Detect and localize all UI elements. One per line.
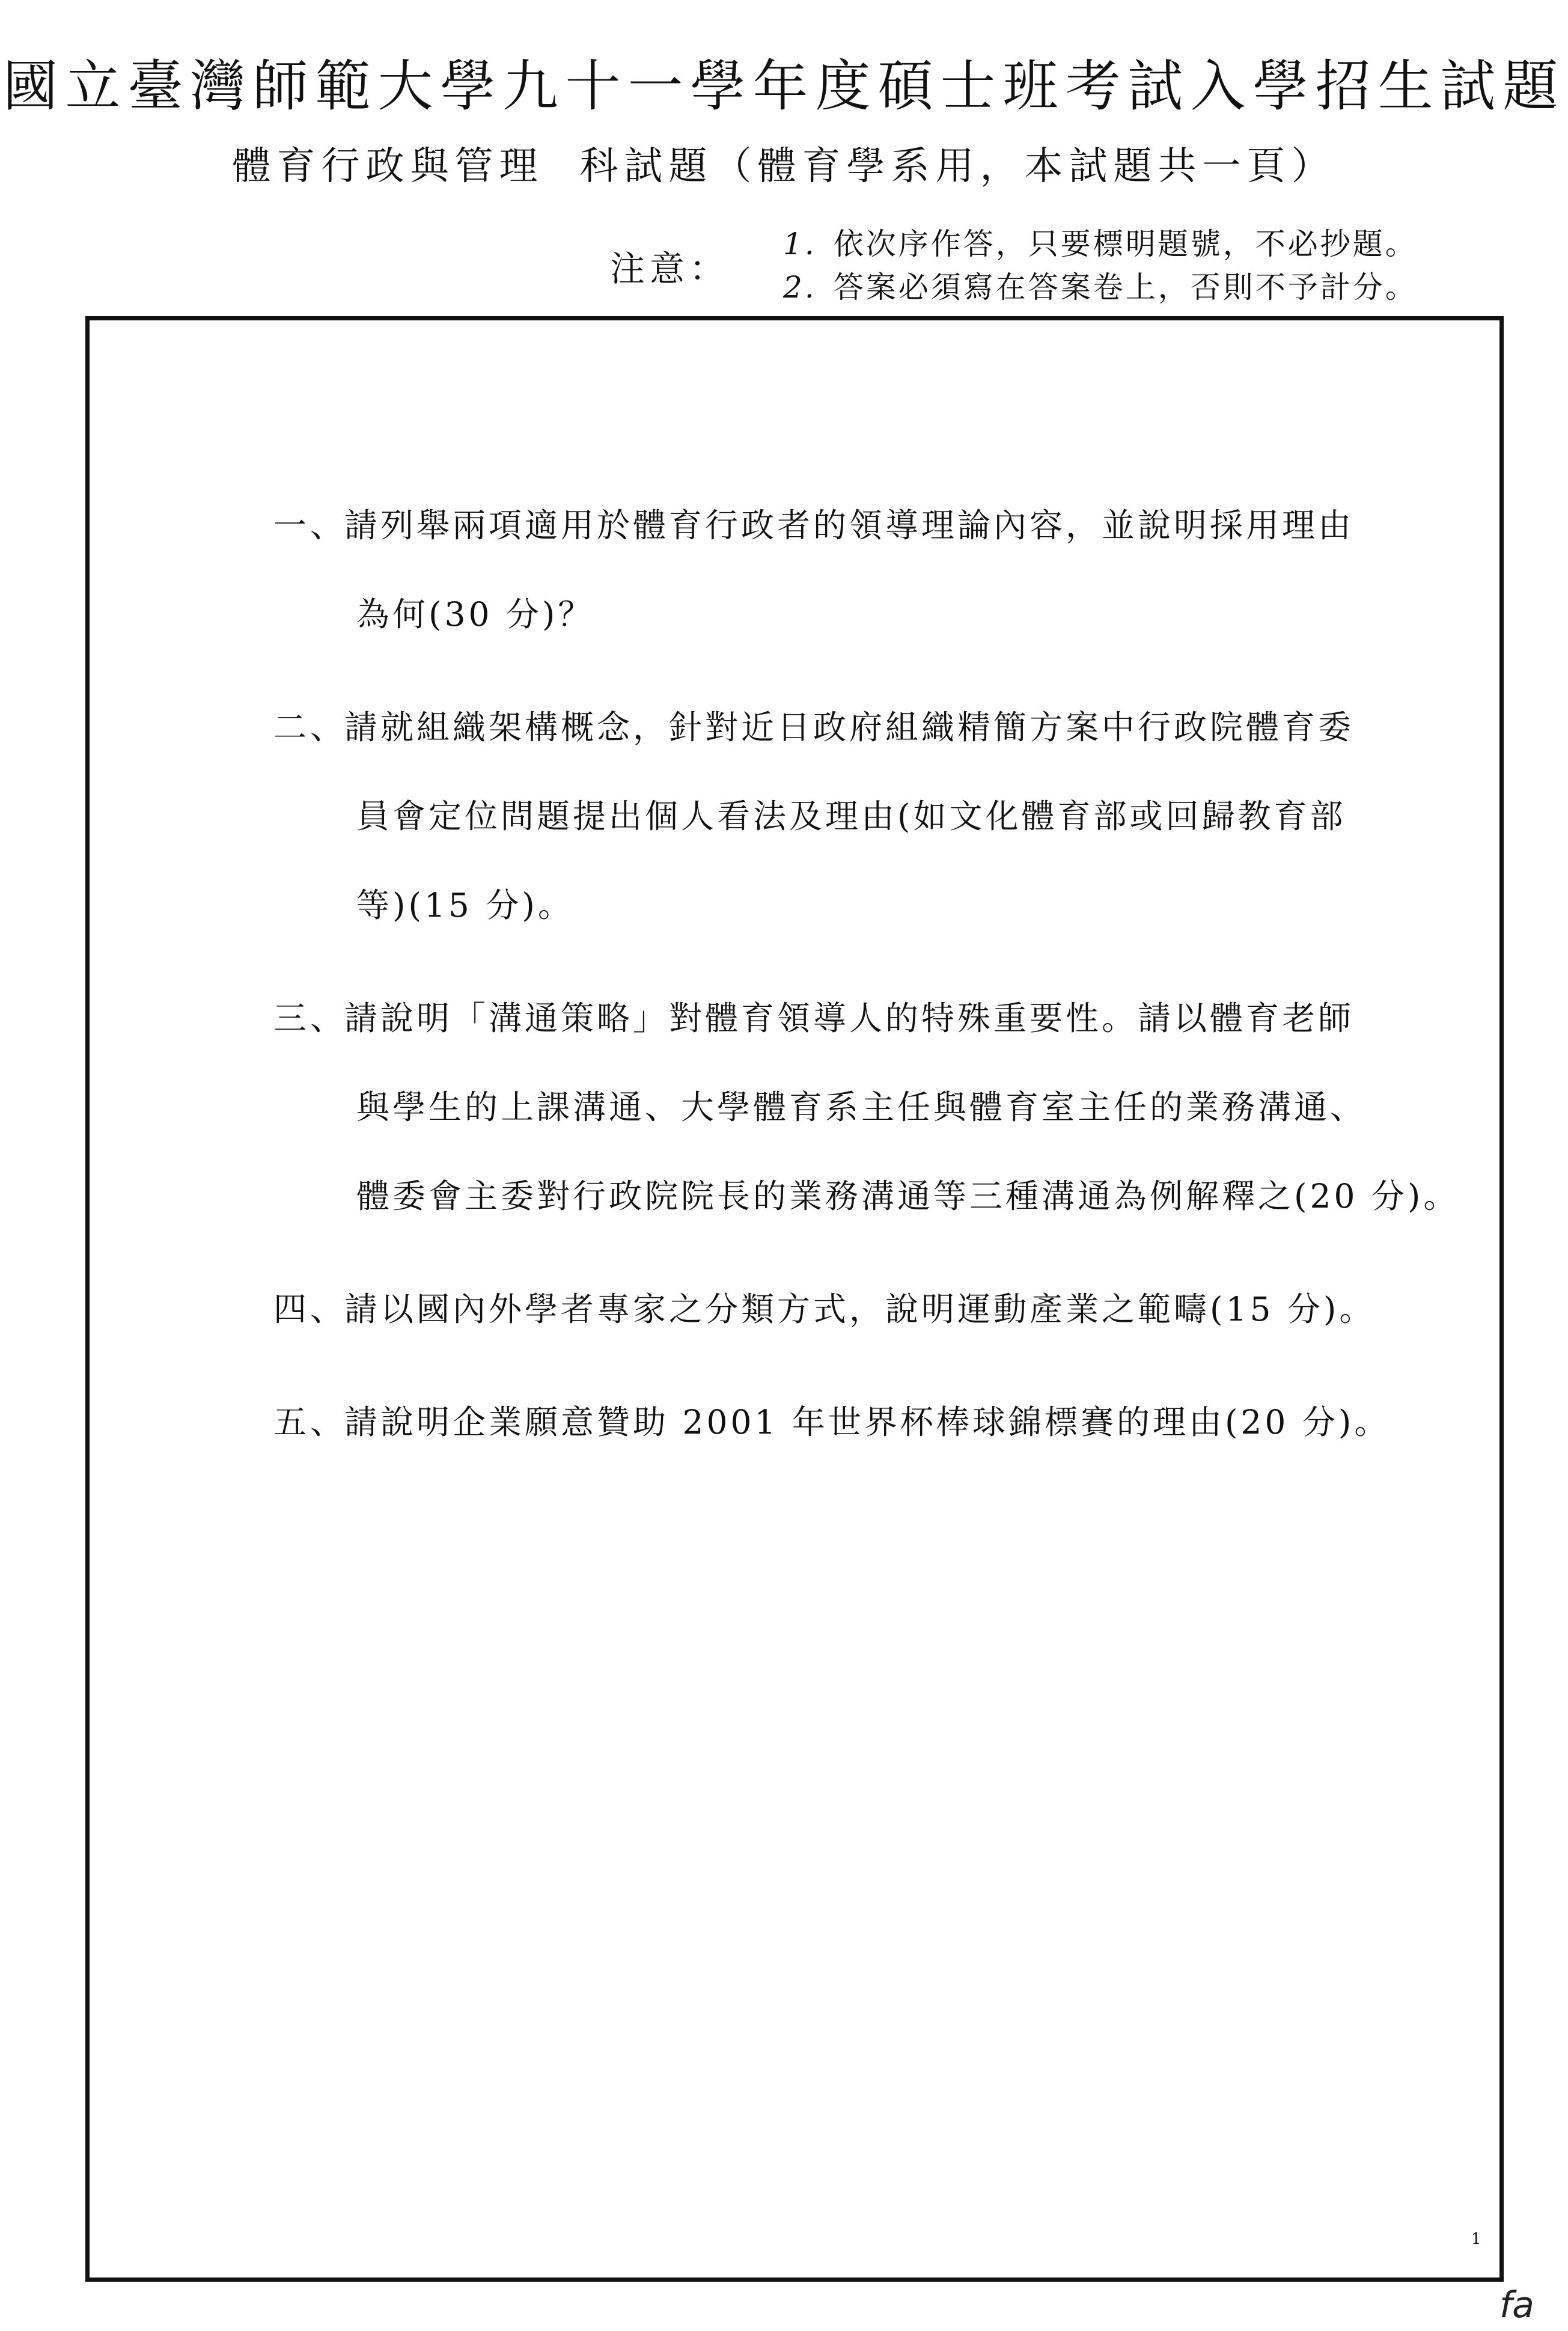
question-line: 請列舉兩項適用於體育行政者的領導理論內容，並說明採用理由: [344, 506, 1355, 545]
question-1: [273, 481, 1463, 659]
exam-title: 國立臺灣師範大學九十一學年度碩士班考試入學招生試題: [2, 54, 1566, 118]
question-line: 等)(15 分)。: [356, 886, 574, 924]
question-line: 請說明企業願意贊助 2001 年世界杯棒球錦標賽的理由(20 分)。: [344, 1403, 1391, 1441]
notice-list: [783, 222, 1418, 309]
notice-item-text: 答案必須寫在答案卷上，否則不予計分。: [833, 270, 1418, 305]
notice-item: [783, 222, 1418, 266]
notice-item-text: 依次序作答，只要標明題號，不必抄題。: [833, 227, 1418, 261]
question-list: [273, 481, 1463, 1491]
question-3: [273, 974, 1463, 1241]
question-line: 請就組織架構概念，針對近日政府組織精簡方案中行政院體育委: [344, 708, 1355, 747]
question-text: [344, 481, 1354, 659]
exam-subtitle: [0, 135, 1568, 191]
notice-label: 注意：: [610, 248, 730, 289]
question-line: 請說明「溝通策略」對體育領導人的特殊重要性。請以體育老師: [344, 999, 1355, 1037]
notice-block: [610, 222, 1418, 309]
subject-name: 體育行政與管理: [232, 144, 544, 189]
notice-item-number: 1.: [783, 227, 817, 261]
page-mark: 1: [1471, 2230, 1481, 2248]
question-number: 三、: [273, 999, 347, 1037]
question-line: 請以國內外學者專家之分類方式，說明運動產業之範疇(15 分)。: [344, 1290, 1376, 1328]
question-number: 一、: [273, 506, 347, 545]
question-5: [273, 1378, 1463, 1467]
notice-item: [783, 266, 1418, 309]
question-line: 員會定位問題提出個人看法及理由(如文化體育部或回歸教育部: [356, 797, 1346, 836]
question-line: 體委會主委對行政院院長的業務溝通等三種溝通為例解釋之(20 分)。: [356, 1177, 1460, 1215]
question-4: [273, 1265, 1463, 1354]
question-text: [344, 974, 1459, 1241]
question-number: 五、: [273, 1403, 347, 1441]
notice-item-number: 2.: [783, 270, 817, 305]
question-line: 為何(30 分)？: [356, 595, 594, 634]
question-number: 二、: [273, 708, 347, 747]
question-text: [344, 1378, 1390, 1467]
question-text: [344, 683, 1354, 950]
handwritten-note: fa: [1499, 2284, 1534, 2326]
question-number: 四、: [273, 1290, 347, 1328]
question-line: 與學生的上課溝通、大學體育系主任與體育室主任的業務溝通、: [356, 1088, 1367, 1126]
question-text: [344, 1265, 1375, 1354]
question-2: [273, 683, 1463, 950]
subject-note: 科試題（體育學系用，本試題共一頁）: [579, 144, 1336, 189]
